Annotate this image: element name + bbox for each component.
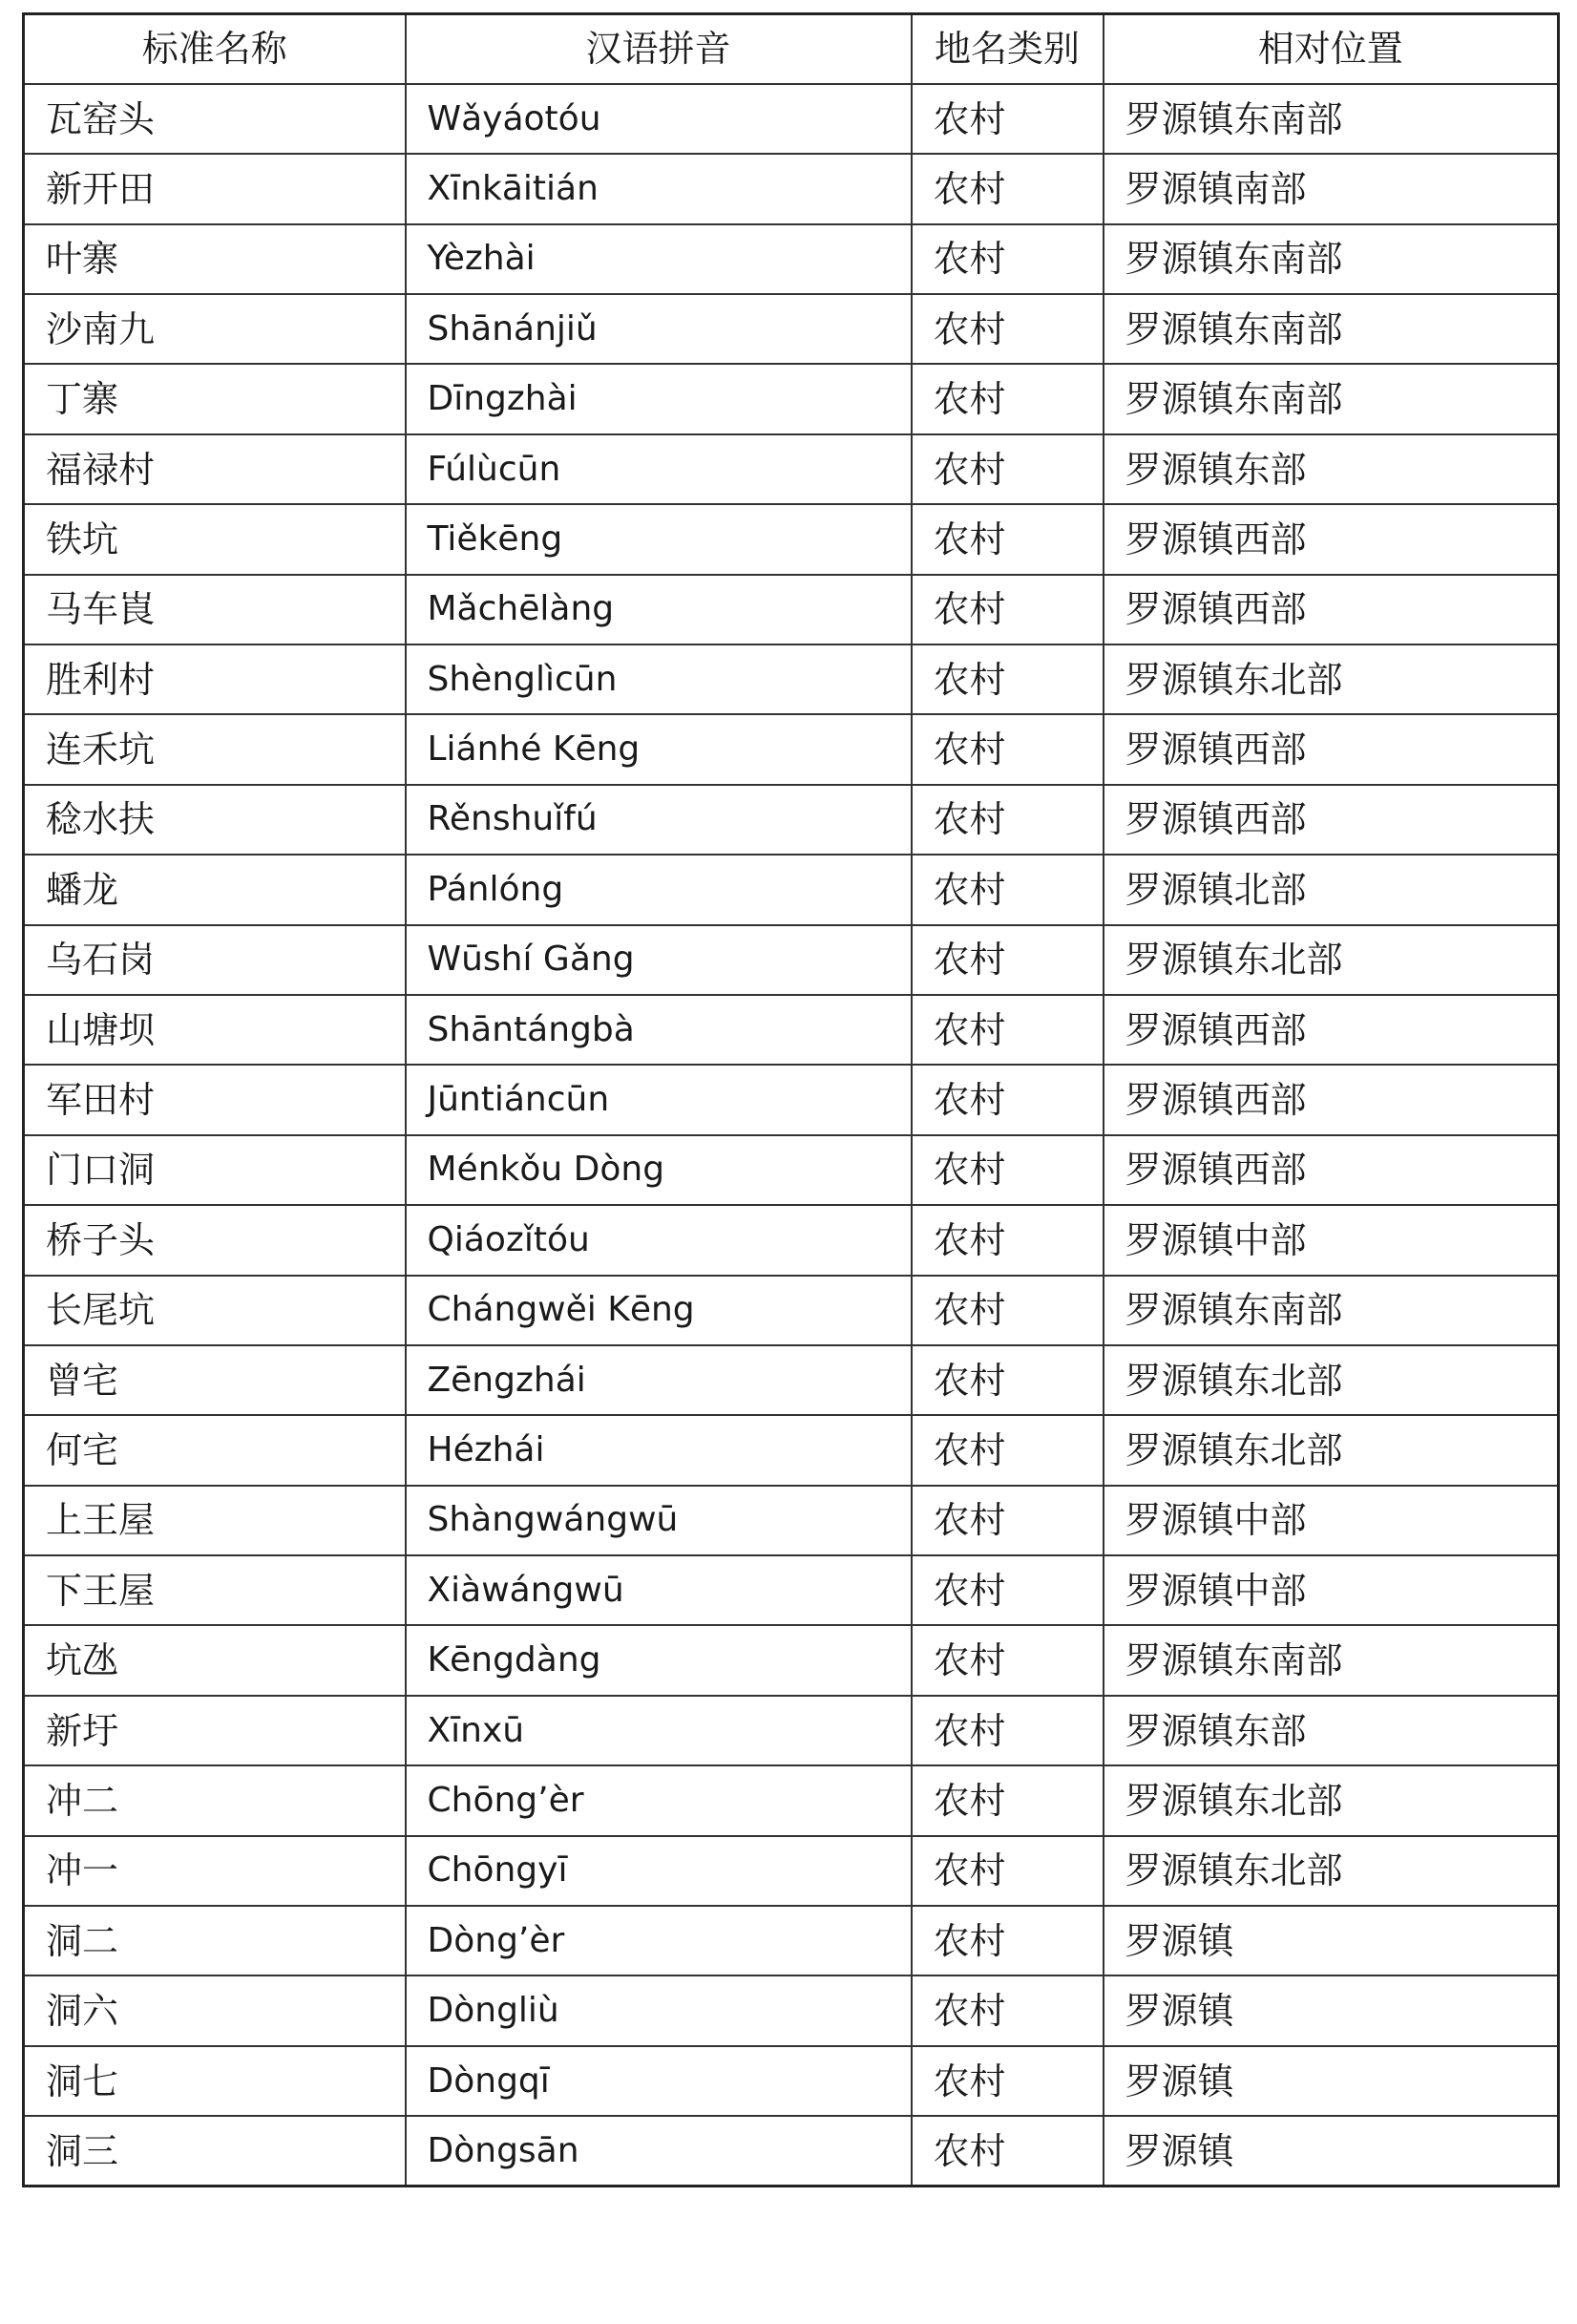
cell-category: 农村 (912, 1555, 1104, 1625)
cell-category: 农村 (912, 1906, 1104, 1975)
table-header (24, 14, 1559, 84)
cell-pinyin: Dòngliù (406, 1975, 912, 2045)
cell-standard-name: 马车崀 (24, 575, 406, 644)
table-row (24, 1555, 1559, 1625)
cell-pinyin: Shāntángbà (406, 995, 912, 1065)
table-row (24, 1486, 1559, 1555)
cell-pinyin: Liánhé Kēng (406, 714, 912, 784)
cell-relative-position: 罗源镇北部 (1104, 855, 1559, 924)
cell-pinyin: Pánlóng (406, 855, 912, 924)
cell-standard-name: 福禄村 (24, 434, 406, 504)
cell-category: 农村 (912, 1345, 1104, 1415)
cell-relative-position: 罗源镇西部 (1104, 714, 1559, 784)
cell-pinyin: Wūshí Gǎng (406, 925, 912, 995)
cell-pinyin: Shàngwángwū (406, 1486, 912, 1555)
cell-relative-position: 罗源镇中部 (1104, 1486, 1559, 1555)
cell-pinyin: Xīnkāitián (406, 154, 912, 223)
cell-standard-name: 瓦窑头 (24, 84, 406, 154)
header-relative-position: 相对位置 (1104, 14, 1559, 84)
cell-pinyin: Shènglìcūn (406, 644, 912, 714)
cell-standard-name: 胜利村 (24, 644, 406, 714)
cell-category: 农村 (912, 1836, 1104, 1906)
cell-pinyin: Fúlùcūn (406, 434, 912, 504)
cell-relative-position: 罗源镇东南部 (1104, 364, 1559, 433)
cell-pinyin: Dòngqī (406, 2046, 912, 2116)
cell-standard-name: 曾宅 (24, 1345, 406, 1415)
cell-relative-position: 罗源镇中部 (1104, 1555, 1559, 1625)
cell-pinyin: Dòng’èr (406, 1906, 912, 1975)
table-row (24, 1906, 1559, 1975)
cell-category: 农村 (912, 1696, 1104, 1765)
table-row (24, 1276, 1559, 1345)
table-row (24, 1696, 1559, 1765)
table-row (24, 1205, 1559, 1275)
cell-relative-position: 罗源镇东部 (1104, 434, 1559, 504)
cell-standard-name: 桥子头 (24, 1205, 406, 1275)
cell-pinyin: Xiàwángwū (406, 1555, 912, 1625)
table-row (24, 644, 1559, 714)
table-row (24, 364, 1559, 433)
table-row (24, 714, 1559, 784)
cell-category: 农村 (912, 504, 1104, 574)
cell-pinyin: Mǎchēlàng (406, 575, 912, 644)
cell-standard-name: 叶寨 (24, 224, 406, 294)
cell-category: 农村 (912, 1276, 1104, 1345)
cell-standard-name: 沙南九 (24, 294, 406, 364)
cell-standard-name: 连禾坑 (24, 714, 406, 784)
cell-category: 农村 (912, 855, 1104, 924)
cell-standard-name: 丁寨 (24, 364, 406, 433)
cell-standard-name: 稔水扶 (24, 785, 406, 855)
table-row (24, 294, 1559, 364)
header-pinyin: 汉语拼音 (406, 14, 912, 84)
cell-standard-name: 军田村 (24, 1065, 406, 1134)
cell-category: 农村 (912, 2116, 1104, 2186)
cell-category: 农村 (912, 1486, 1104, 1555)
table-row (24, 2116, 1559, 2186)
cell-relative-position: 罗源镇东南部 (1104, 1276, 1559, 1345)
cell-relative-position: 罗源镇 (1104, 1975, 1559, 2045)
cell-category: 农村 (912, 1415, 1104, 1485)
table-body (24, 84, 1559, 2187)
cell-relative-position: 罗源镇东北部 (1104, 1415, 1559, 1485)
cell-relative-position: 罗源镇东南部 (1104, 1625, 1559, 1695)
table-row (24, 995, 1559, 1065)
header-category: 地名类别 (912, 14, 1104, 84)
cell-relative-position: 罗源镇中部 (1104, 1205, 1559, 1275)
cell-category: 农村 (912, 2046, 1104, 2116)
cell-category: 农村 (912, 785, 1104, 855)
cell-relative-position: 罗源镇西部 (1104, 1065, 1559, 1134)
table-row (24, 1836, 1559, 1906)
cell-relative-position: 罗源镇西部 (1104, 995, 1559, 1065)
cell-standard-name: 洞二 (24, 1906, 406, 1975)
cell-pinyin: Dòngsān (406, 2116, 912, 2186)
place-name-table (22, 12, 1560, 2187)
cell-standard-name: 蟠龙 (24, 855, 406, 924)
table-row (24, 1065, 1559, 1134)
cell-relative-position: 罗源镇东北部 (1104, 644, 1559, 714)
cell-category: 农村 (912, 84, 1104, 154)
cell-pinyin: Chōng’èr (406, 1765, 912, 1835)
cell-pinyin: Wǎyáotóu (406, 84, 912, 154)
cell-relative-position: 罗源镇 (1104, 2046, 1559, 2116)
table-row (24, 1975, 1559, 2045)
cell-standard-name: 长尾坑 (24, 1276, 406, 1345)
cell-standard-name: 何宅 (24, 1415, 406, 1485)
header-row (24, 14, 1559, 84)
cell-relative-position: 罗源镇东北部 (1104, 1765, 1559, 1835)
cell-standard-name: 山塘坝 (24, 995, 406, 1065)
cell-relative-position: 罗源镇东北部 (1104, 1345, 1559, 1415)
cell-relative-position: 罗源镇西部 (1104, 504, 1559, 574)
cell-category: 农村 (912, 294, 1104, 364)
cell-relative-position: 罗源镇西部 (1104, 575, 1559, 644)
cell-category: 农村 (912, 1975, 1104, 2045)
cell-standard-name: 下王屋 (24, 1555, 406, 1625)
cell-relative-position: 罗源镇东北部 (1104, 1836, 1559, 1906)
table-row (24, 1345, 1559, 1415)
cell-relative-position: 罗源镇 (1104, 2116, 1559, 2186)
table-row (24, 785, 1559, 855)
cell-category: 农村 (912, 154, 1104, 223)
cell-category: 农村 (912, 575, 1104, 644)
table-row (24, 84, 1559, 154)
cell-standard-name: 新圩 (24, 1696, 406, 1765)
cell-relative-position: 罗源镇东部 (1104, 1696, 1559, 1765)
cell-category: 农村 (912, 1065, 1104, 1134)
cell-category: 农村 (912, 1205, 1104, 1275)
cell-standard-name: 洞六 (24, 1975, 406, 2045)
cell-relative-position: 罗源镇东南部 (1104, 84, 1559, 154)
cell-relative-position: 罗源镇 (1104, 1906, 1559, 1975)
table-row (24, 855, 1559, 924)
cell-category: 农村 (912, 434, 1104, 504)
cell-relative-position: 罗源镇东南部 (1104, 294, 1559, 364)
cell-pinyin: Dīngzhài (406, 364, 912, 433)
cell-standard-name: 冲一 (24, 1836, 406, 1906)
table-row (24, 504, 1559, 574)
cell-standard-name: 坑氹 (24, 1625, 406, 1695)
header-standard-name: 标准名称 (24, 14, 406, 84)
table-row (24, 2046, 1559, 2116)
cell-relative-position: 罗源镇东南部 (1104, 224, 1559, 294)
cell-pinyin: Ménkǒu Dòng (406, 1135, 912, 1205)
cell-relative-position: 罗源镇西部 (1104, 1135, 1559, 1205)
table-row (24, 1625, 1559, 1695)
cell-relative-position: 罗源镇南部 (1104, 154, 1559, 223)
cell-pinyin: Zēngzhái (406, 1345, 912, 1415)
table-row (24, 925, 1559, 995)
cell-relative-position: 罗源镇西部 (1104, 785, 1559, 855)
cell-pinyin: Jūntiáncūn (406, 1065, 912, 1134)
cell-relative-position: 罗源镇东北部 (1104, 925, 1559, 995)
cell-pinyin: Kēngdàng (406, 1625, 912, 1695)
cell-pinyin: Hézhái (406, 1415, 912, 1485)
cell-category: 农村 (912, 714, 1104, 784)
cell-pinyin: Shānánjiǔ (406, 294, 912, 364)
cell-category: 农村 (912, 925, 1104, 995)
cell-category: 农村 (912, 1135, 1104, 1205)
cell-category: 农村 (912, 364, 1104, 433)
table-row (24, 1135, 1559, 1205)
table-row (24, 434, 1559, 504)
table-row (24, 1765, 1559, 1835)
cell-pinyin: Qiáozǐtóu (406, 1205, 912, 1275)
table-row (24, 575, 1559, 644)
cell-pinyin: Yèzhài (406, 224, 912, 294)
cell-standard-name: 新开田 (24, 154, 406, 223)
table-row (24, 224, 1559, 294)
cell-standard-name: 洞三 (24, 2116, 406, 2186)
cell-standard-name: 门口洞 (24, 1135, 406, 1205)
cell-category: 农村 (912, 644, 1104, 714)
cell-category: 农村 (912, 224, 1104, 294)
cell-pinyin: Chángwěi Kēng (406, 1276, 912, 1345)
cell-category: 农村 (912, 995, 1104, 1065)
cell-category: 农村 (912, 1765, 1104, 1835)
cell-standard-name: 洞七 (24, 2046, 406, 2116)
cell-standard-name: 乌石岗 (24, 925, 406, 995)
cell-category: 农村 (912, 1625, 1104, 1695)
cell-pinyin: Tiěkēng (406, 504, 912, 574)
cell-standard-name: 上王屋 (24, 1486, 406, 1555)
table-row (24, 154, 1559, 223)
cell-pinyin: Xīnxū (406, 1696, 912, 1765)
cell-pinyin: Rěnshuǐfú (406, 785, 912, 855)
cell-pinyin: Chōngyī (406, 1836, 912, 1906)
cell-standard-name: 铁坑 (24, 504, 406, 574)
table-row (24, 1415, 1559, 1485)
cell-standard-name: 冲二 (24, 1765, 406, 1835)
